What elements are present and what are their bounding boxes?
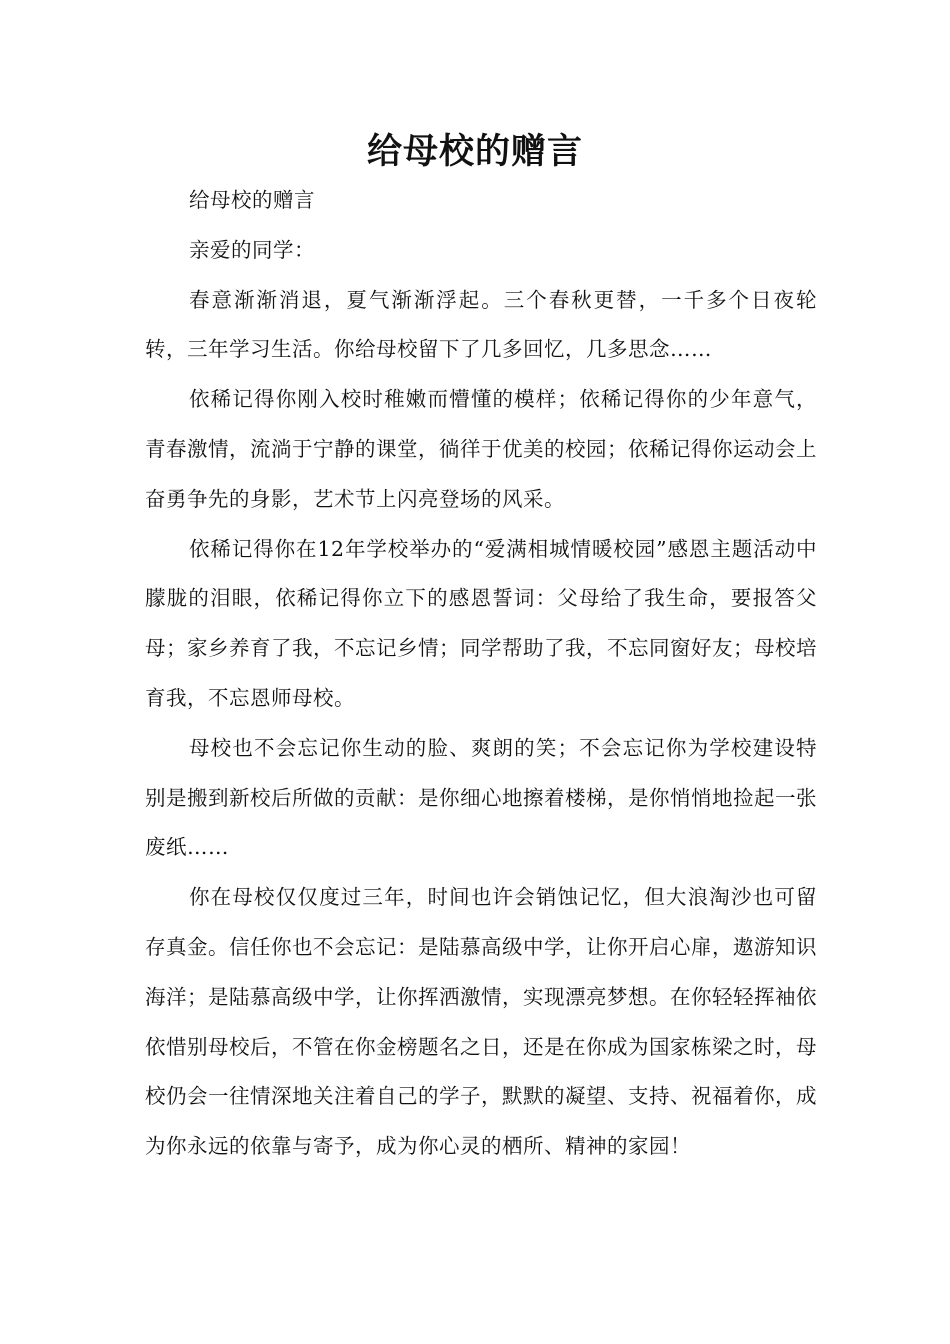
paragraph: 依稀记得你刚入校时稚嫩而懵懂的模样；依稀记得你的少年意气，青春激情，流淌于宁静的课堂，徜徉于优美的校园；依稀记得你运动会上奋勇争先的身影，艺术节上闪亮登场的风采。: [145, 387, 817, 511]
document-body: [145, 176, 817, 1172]
paragraph-salutation: 亲爱的同学：: [189, 237, 315, 262]
paragraph-heading: 给母校的赠言: [189, 188, 315, 212]
paragraph: 母校也不会忘记你生动的脸、爽朗的笑；不会忘记你为学校建设特别是搬到新校后所做的贡献：是你细心地擦着楼梯，是你悄悄地捡起一张废纸……: [145, 735, 817, 860]
document-title: 给母校的赠言: [366, 132, 583, 172]
paragraph: 依稀记得你在12年学校举办的“爱满相城情暖校园”感恩主题活动中朦胧的泪眼，依稀记得你立下的感恩誓词：父母给了我生命，要报答父母；家乡养育了我，不忘记乡情；同学帮助了我，不忘同窗好友；母校培育我，不忘恩师母校。: [145, 536, 817, 710]
paragraph: 你在母校仅仅度过三年，时间也许会销蚀记忆，但大浪淘沙也可留存真金。信任你也不会忘记：是陆慕高级中学，让你开启心扉，遨游知识海洋；是陆慕高级中学，让你挥洒激情，实现漂亮梦想。在你轻轻挥袖依依惜别母校后，不管在你金榜题名之日，还是在你成为国家栋梁之时，母校仍会一往情深地关注着自己的学子，默默的凝望、支持、祝福着你，成为你永远的依靠与寄予，成为你心灵的栖所、精神的家园！: [145, 885, 817, 1159]
paragraph: 春意渐渐消退，夏气渐渐浮起。三个春秋更替，一千多个日夜轮转，三年学习生活。你给母校留下了几多回忆，几多思念……: [145, 287, 817, 362]
